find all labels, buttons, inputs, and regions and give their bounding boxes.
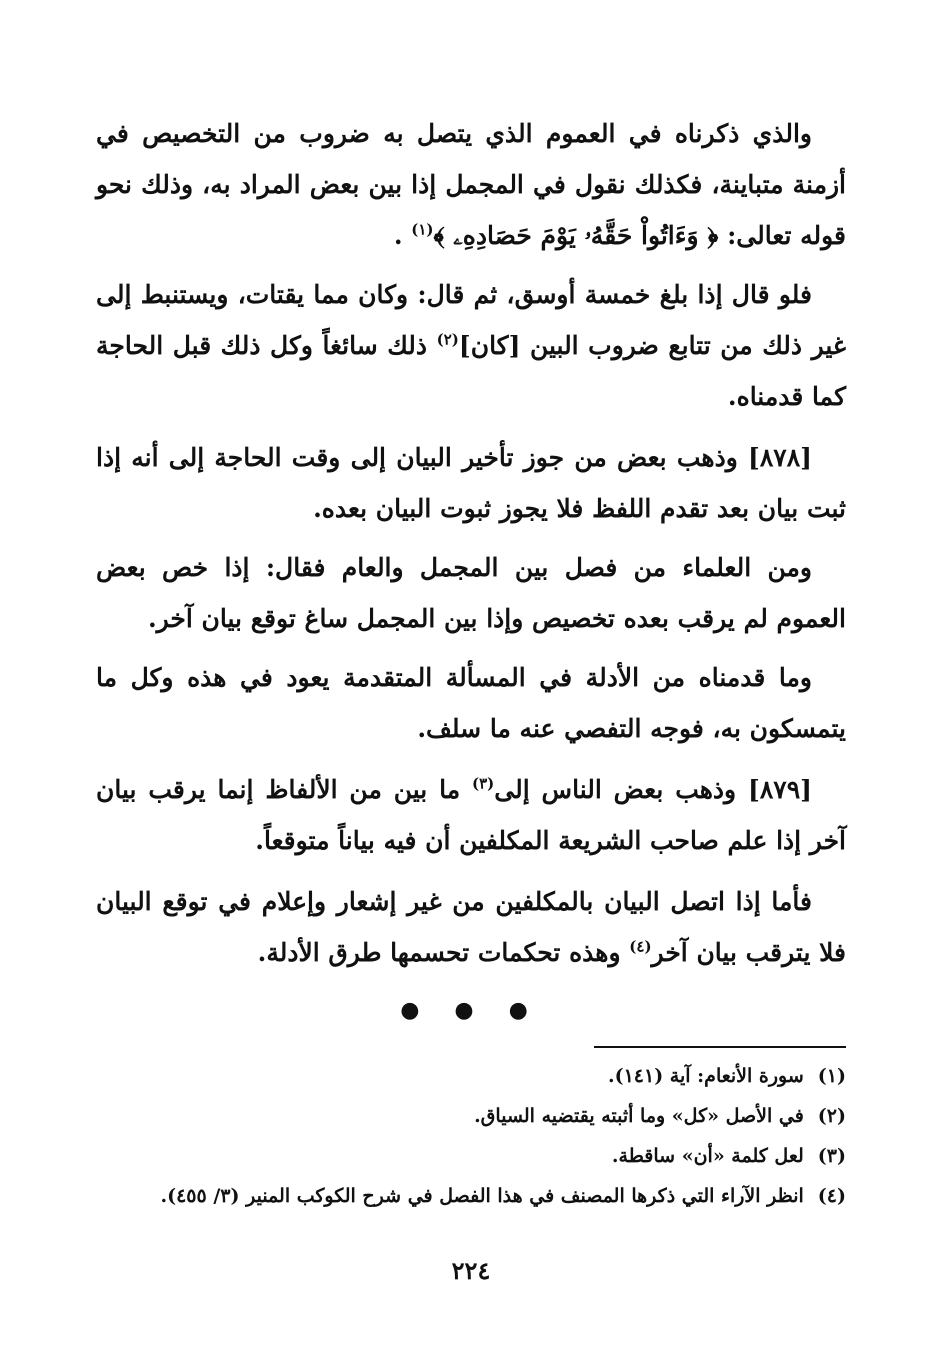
section-number-878: [٨٧٨] — [748, 443, 812, 472]
paragraph-5 — [96, 652, 846, 754]
paragraph-2-end: ذلك سائغاً وكل ذلك قبل الحاجة كما قدمناه. — [96, 331, 846, 411]
footnote-1 — [86, 1056, 846, 1096]
quran-verse: ﴿ وَءَاتُواْ حَقَّهُۥ يَوْمَ حَصَادِهِۦ ﴾ — [433, 221, 719, 250]
section-number-879: [٨٧٩] — [748, 775, 812, 804]
footnote-number: (٢) — [817, 1105, 846, 1127]
paragraph-2-text: فلو قال إذا بلغ خمسة أوسق، ثم قال: وكان مما يقتات، ويستنبط إلى غير ذلك من تتابع ضروب البين [كان] — [96, 280, 846, 360]
footnote-ref-1[interactable]: (١) — [411, 220, 434, 239]
paragraph-6-end: ما بين من الألفاظ إنما يرقب بيان آخر إذا علم صاحب الشريعة المكلفين أن فيه بياناً متوقعاً. — [96, 775, 846, 855]
paragraph-1 — [96, 108, 846, 261]
paragraph-4-text: ومن العلماء من فصل بين المجمل والعام فقال: إذا خص بعض العموم لم يرقب بعده تخصيص وإذا بين المجمل ساغ توقع بيان آخر. — [96, 553, 846, 633]
paragraph-2 — [96, 269, 846, 422]
footnote-ref-3[interactable]: (٣) — [472, 774, 495, 793]
footnote-divider — [594, 1046, 846, 1048]
footnotes — [86, 1056, 846, 1216]
paragraph-4 — [96, 542, 846, 644]
paragraph-3-text: وذهب بعض من جوز تأخير البيان إلى وقت الحاجة إلى أنه إذا ثبت بيان بعد تقدم اللفظ فلا يجوز ثبوت البيان بعده. — [96, 443, 846, 523]
footnote-text: لعل كلمة «أن» ساقطة. — [611, 1145, 804, 1167]
footnote-number: (١) — [817, 1065, 846, 1087]
paragraph-1-end: . — [393, 221, 412, 250]
paragraph-7-text: فأما إذا اتصل البيان بالمكلفين من غير إشعار وإعلام في توقع البيان فلا يترقب بيان آخر — [96, 887, 846, 967]
footnote-number: (٣) — [817, 1145, 846, 1167]
paragraph-1-text: والذي ذكرناه في العموم الذي يتصل به ضروب من التخصيص في أزمنة متباينة، فكذلك نقول في المجمل إذا بين بعض المراد به، وذلك نحو قوله تعالى: — [96, 119, 846, 250]
paragraph-5-text: وما قدمناه من الأدلة في المسألة المتقدمة يعود في هذه وكل ما يتمسكون به، فوجه التفصي عنه ما سلف. — [96, 663, 846, 743]
footnote-3 — [86, 1136, 846, 1176]
section-separator-dots: ● ● ● — [400, 998, 542, 1023]
footnote-ref-4[interactable]: (٤) — [629, 937, 652, 956]
footnote-text: سورة الأنعام: آية (١٤١). — [607, 1065, 804, 1087]
paragraph-6-text: وذهب بعض الناس إلى — [494, 775, 749, 804]
page-number: ٢٢٤ — [451, 1256, 491, 1285]
footnote-ref-2[interactable]: (٢) — [436, 330, 459, 349]
footnote-text: في الأصل «كل» وما أثبته يقتضيه السياق. — [474, 1105, 804, 1127]
page-body — [96, 108, 846, 986]
paragraph-6 — [96, 764, 846, 866]
paragraph-3 — [96, 432, 846, 534]
paragraph-7 — [96, 876, 846, 978]
footnote-text: انظر الآراء التي ذكرها المصنف في هذا الفصل في شرح الكوكب المنير (٣/ ٤٥٥). — [160, 1185, 804, 1207]
paragraph-7-end: وهذه تحكمات تحسمها طرق الأدلة. — [257, 938, 630, 967]
footnote-number: (٤) — [817, 1185, 846, 1207]
footnote-4 — [86, 1176, 846, 1216]
footnote-2 — [86, 1096, 846, 1136]
